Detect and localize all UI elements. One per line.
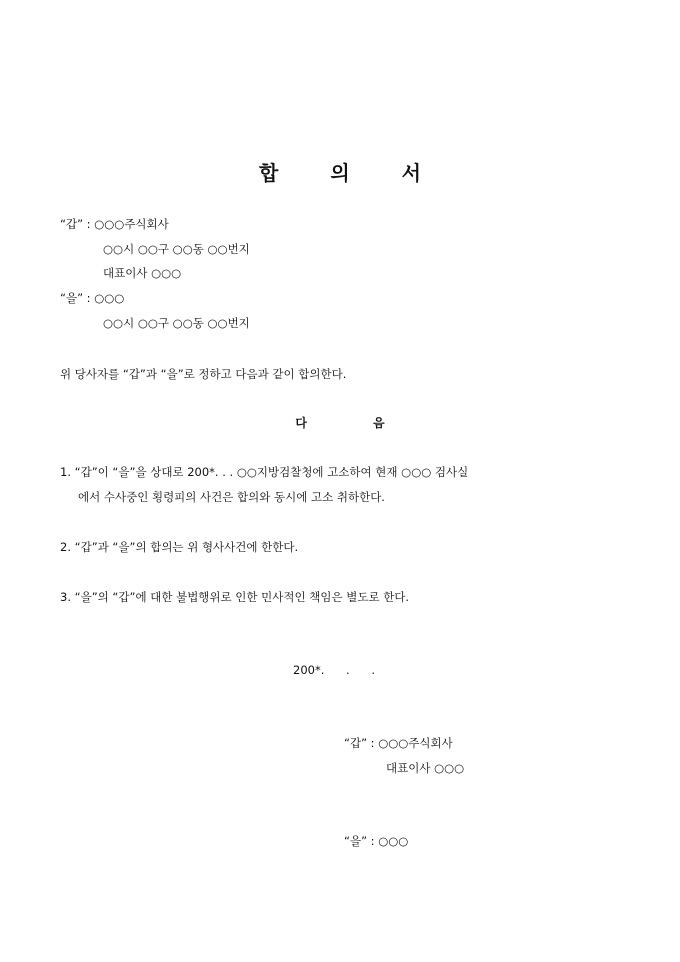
clause-2: 2. “갑”과 “을”의 합의는 위 형사사건에 한한다. [60, 540, 299, 554]
party-eul-address: ○○시 ○○구 ○○동 ○○번지 [103, 316, 250, 330]
party-gap-address: ○○시 ○○구 ○○동 ○○번지 [103, 242, 250, 256]
clause-1-line-1: 1. “갑”이 “을”을 상대로 200*. . . ○○지방검찰청에 고소하여 현재 ○○○ 검사실 [60, 465, 469, 479]
title-char: 서 [401, 161, 421, 185]
party-eul-line: “을” : ○○○ [60, 291, 125, 305]
heading-char: 다 [295, 416, 307, 430]
signature-gap-line: “갑” : ○○○주식회사 [344, 736, 453, 750]
signature-eul-line: “을” : ○○○ [344, 834, 409, 848]
document-title [0, 157, 680, 186]
title-char: 합 [259, 161, 279, 185]
party-gap-line: “갑” : ○○○주식회사 [60, 217, 169, 231]
party-gap-representative: 대표이사 ○○○ [103, 266, 182, 280]
clause-1-line-2: 에서 수사중인 횡령피의 사건은 합의와 동시에 고소 취하한다. [78, 490, 385, 504]
heading-char: 음 [373, 416, 385, 430]
title-char: 의 [330, 161, 350, 185]
agreement-date: 200*. . . [293, 663, 375, 677]
signature-gap-representative: 대표이사 ○○○ [386, 761, 465, 775]
clause-3: 3. “을”의 “갑”에 대한 불법행위로 인한 민사적인 책임은 별도로 한다. [60, 590, 410, 604]
section-heading [0, 414, 680, 431]
intro-sentence: 위 당사자를 “갑”과 “을”로 정하고 다음과 같이 합의한다. [60, 367, 347, 381]
